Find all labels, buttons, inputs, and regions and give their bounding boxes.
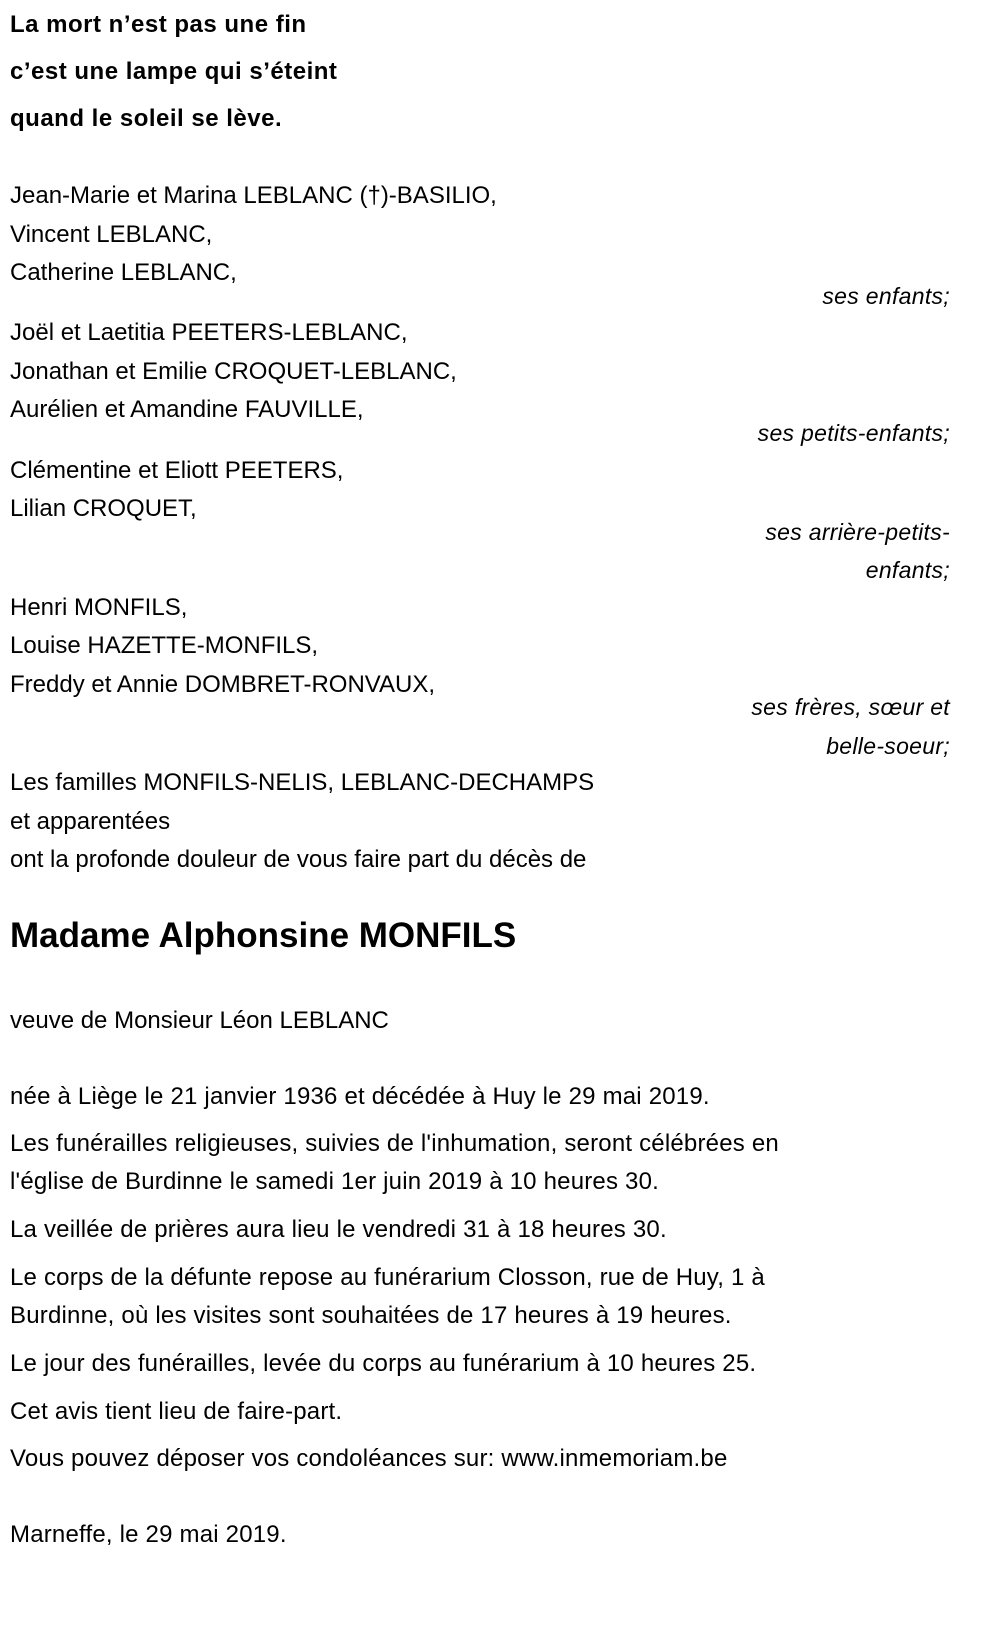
family-name: Lilian CROQUET,: [10, 495, 197, 522]
relation-label: ses frères, sœur et: [751, 694, 950, 720]
relation-label: ses arrière-petits-: [765, 519, 950, 545]
announcement-line: ont la profonde douleur de vous faire part du décès de: [10, 846, 587, 873]
detail-line: Le corps de la défunte repose au funérarium Closson, rue de Huy, 1 à: [10, 1264, 765, 1291]
detail-line: Burdinne, où les visites sont souhaitées de 17 heures à 19 heures.: [10, 1302, 732, 1329]
closing-place-date: Marneffe, le 29 mai 2019.: [10, 1521, 287, 1548]
detail-line: Le jour des funérailles, levée du corps au funérarium à 10 heures 25.: [10, 1350, 757, 1377]
poem-line-3: quand le soleil se lève.: [10, 105, 283, 132]
family-name: Jonathan et Emilie CROQUET-LEBLANC,: [10, 358, 457, 385]
families-line: Les familles MONFILS-NELIS, LEBLANC-DECHAMPS: [10, 769, 595, 796]
poem-line-1: La mort n’est pas une fin: [10, 11, 307, 38]
deceased-name: Madame Alphonsine MONFILS: [10, 916, 517, 955]
relation-label: enfants;: [865, 557, 950, 583]
condolences-line: Vous pouvez déposer vos condoléances sur: www.inmemoriam.be: [10, 1445, 728, 1472]
detail-line: Cet avis tient lieu de faire-part.: [10, 1398, 343, 1425]
detail-line: l'église de Burdinne le samedi 1er juin 2019 à 10 heures 30.: [10, 1168, 660, 1195]
relation-label: ses enfants;: [822, 283, 950, 309]
widow-of: veuve de Monsieur Léon LEBLANC: [10, 1007, 389, 1034]
detail-line: née à Liège le 21 janvier 1936 et décédée à Huy le 29 mai 2019.: [10, 1083, 710, 1110]
detail-line: Les funérailles religieuses, suivies de l'inhumation, seront célébrées en: [10, 1130, 779, 1157]
relation-label: belle-soeur;: [826, 733, 950, 759]
detail-line: La veillée de prières aura lieu le vendredi 31 à 18 heures 30.: [10, 1216, 667, 1243]
family-name: Henri MONFILS,: [10, 594, 188, 621]
family-name: Freddy et Annie DOMBRET-RONVAUX,: [10, 671, 436, 698]
poem-line-2: c’est une lampe qui s’éteint: [10, 58, 338, 85]
families-line: et apparentées: [10, 808, 171, 835]
family-name: Aurélien et Amandine FAUVILLE,: [10, 396, 364, 423]
family-name: Vincent LEBLANC,: [10, 221, 213, 248]
family-name: Jean-Marie et Marina LEBLANC (†)-BASILIO,: [10, 182, 497, 209]
family-name: Louise HAZETTE-MONFILS,: [10, 632, 319, 659]
family-name: Clémentine et Eliott PEETERS,: [10, 457, 344, 484]
relation-label: ses petits-enfants;: [757, 420, 950, 446]
family-name: Joël et Laetitia PEETERS-LEBLANC,: [10, 319, 408, 346]
family-name: Catherine LEBLANC,: [10, 259, 237, 286]
